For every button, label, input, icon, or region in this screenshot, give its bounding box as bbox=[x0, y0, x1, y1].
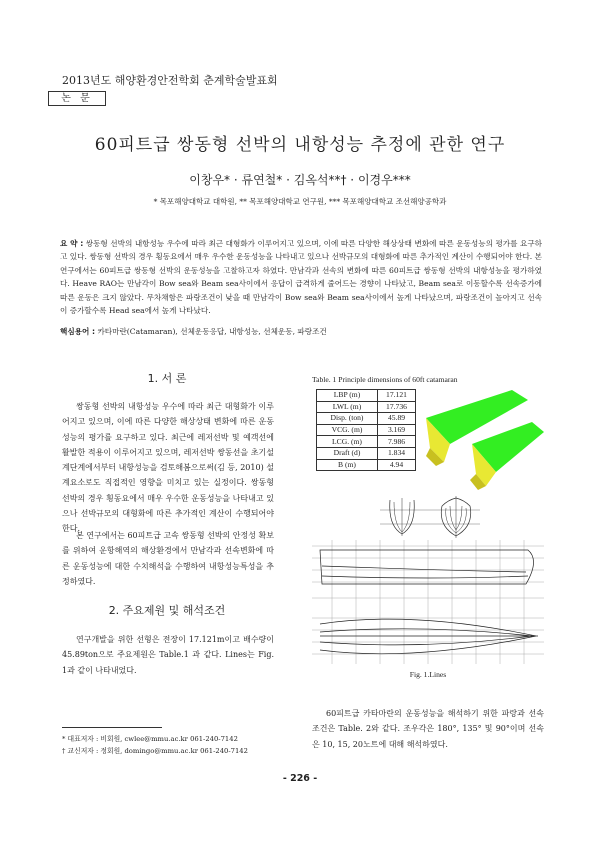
dimensions-row bbox=[317, 436, 416, 448]
footnote-divider bbox=[62, 727, 162, 728]
dimension-label: Draft (d) bbox=[317, 447, 378, 459]
hull-right bbox=[470, 422, 544, 490]
conference-name: 2013년도 해양환경안전학회 춘계학술발표회 bbox=[62, 74, 278, 87]
dimension-value: 45.89 bbox=[378, 413, 416, 425]
dimension-label: LBP (m) bbox=[317, 390, 378, 402]
dimension-label: LWL (m) bbox=[317, 401, 378, 413]
dimension-value: 7.986 bbox=[378, 436, 416, 448]
abstract bbox=[60, 237, 542, 317]
dimensions-row bbox=[317, 401, 416, 413]
dimensions-table bbox=[316, 389, 416, 471]
hull-3d-figure bbox=[420, 386, 546, 494]
dimension-label: VCG. (m) bbox=[317, 424, 378, 436]
paragraph-specs: 연구개발을 위한 선형은 전장이 17.121m이고 배수량이 45.89ton으로 주요제원은 Table.1 과 같다. Lines는 Fig. 1과 같이 나타내었다. bbox=[62, 635, 274, 675]
dimension-value: 4.94 bbox=[378, 459, 416, 471]
dimension-value: 17.736 bbox=[378, 401, 416, 413]
paper-title: 60피트급 쌍동형 선박의 내항성능 추정에 관한 연구 bbox=[94, 135, 506, 155]
section-heading-introduction: 1. 서 론 bbox=[147, 372, 187, 385]
affiliations: * 목포해양대학교 대학원, ** 목포해양대학교 연구원, *** 목포해양대학교 조선해양공학과 bbox=[153, 197, 447, 206]
dimensions-row bbox=[317, 390, 416, 402]
figure-caption: Fig. 1.Lines bbox=[409, 670, 447, 679]
dimension-label: Disp. (ton) bbox=[317, 413, 378, 425]
abstract-text: 쌍동형 선박의 내항성능 우수에 따라 최근 대형화가 이루어지고 있으며, 이에 따른 다양한 해상상태 변화에 따른 운동성능의 평가를 요구하고 있다. 쌍동형 선박의 경우 횡동요에서 매우 우수한 운동성능을 나타내고 있으나 선박규모의 대형화에 따른 추가적인 계산이 수행되어야 한다. 본 연구에서는 60피트급 쌍동형 선박의 운동성능을 고찰하고자 하였다. 만남각과 선속의 변화에 따른 60피트급 쌍동형 선박의 내항성능을 평가하였다. Heave RAO는 만남각이 Bow sea와 Beam sea사이에서 응답이 급격하게 줄어드는 경향이 나타났고, Beam sea로 이동할수록 선속증가에 따른 운동은 크지 않았다. 무차채함은 파랑조건이 낮을 때 만남각이 Bow sea와 Beam sea사이에서 높게 나타났으며, 파랑조건이 높아지고 선속이 증가할수록 Head sea에서 높게 나타났다. bbox=[60, 239, 542, 316]
footnote-corresponding: † 교신저자 : 정회원, domingo@mmu.ac.kr 061-240-7142 bbox=[62, 747, 248, 755]
body-plan-figure bbox=[380, 496, 480, 538]
keywords-label: 핵심용어 : bbox=[60, 327, 96, 336]
page-number: - 226 - bbox=[282, 773, 318, 784]
dimension-label: LCG. (m) bbox=[317, 436, 378, 448]
dimension-label: B (m) bbox=[317, 459, 378, 471]
abstract-label: 요 약 : bbox=[60, 239, 84, 248]
dimension-value: 3.169 bbox=[378, 424, 416, 436]
table-caption: Table. 1 Principle dimensions of 60ft catamaran bbox=[312, 375, 458, 384]
dimension-value: 17.121 bbox=[378, 390, 416, 402]
paper-kind-label: 논 문 bbox=[48, 91, 106, 106]
dimensions-row bbox=[317, 424, 416, 436]
dimensions-row bbox=[317, 459, 416, 471]
paragraph-conditions: 60피트급 카타마란의 운동성능을 해석하기 위한 파랑과 선속조건은 Table. 2와 같다. 조우각은 180°, 135° 및 90°이며 선속은 10, 15, 20노트에 대해 해석하였다. bbox=[312, 709, 544, 749]
paragraph-intro-2: 본 연구에서는 60피트급 고속 쌍동형 선박의 안정성 확보를 위하여 운항해역의 해상환경에서 만남각과 선속변화에 따른 운동성능에 대한 수치해석을 수행하여 내항성능특성을 추정하였다. bbox=[62, 531, 274, 586]
section-heading-specs: 2. 주요제원 및 해석조건 bbox=[108, 604, 226, 617]
lines-plan-figure bbox=[312, 540, 544, 664]
footnote-author: * 대표저자 : 비회원, cwlee@mmu.ac.kr 061-240-7142 bbox=[62, 735, 238, 743]
author-list: 이창우* · 류연철* · 김옥석**† · 이경우*** bbox=[189, 173, 411, 187]
dimension-value: 1.834 bbox=[378, 447, 416, 459]
paragraph-intro-1: 쌍동형 선박의 내항성능 우수에 따라 최근 대형화가 이루어지고 있으며, 이에 따른 다양한 해상상태 변화에 따른 운동성능의 평가를 요구하고 있다. 최근에 레저선박 및 예객선에 활발한 적용이 이루어지고 있으며, 레저선박 쌍동선을 초기설계단계에서부터 내항성능을 검토해봄으로써(김 등, 2010) 설계요소로도 직접적인 영향을 미치고 있는 실정이다. 쌍동형 선박의 경우 횡동요에서 매우 우수한 운동성능을 나타내고 있으나 선박규모의 대형화에 따른 추가적인 계산이 수행되어야 한다. bbox=[62, 402, 274, 534]
keywords-text: 카타마란(Catamaran), 선체운동응답, 내항성능, 선체운동, 파랑조건 bbox=[97, 327, 327, 336]
keywords bbox=[60, 326, 542, 337]
dimensions-row bbox=[317, 447, 416, 459]
dimensions-row bbox=[317, 413, 416, 425]
